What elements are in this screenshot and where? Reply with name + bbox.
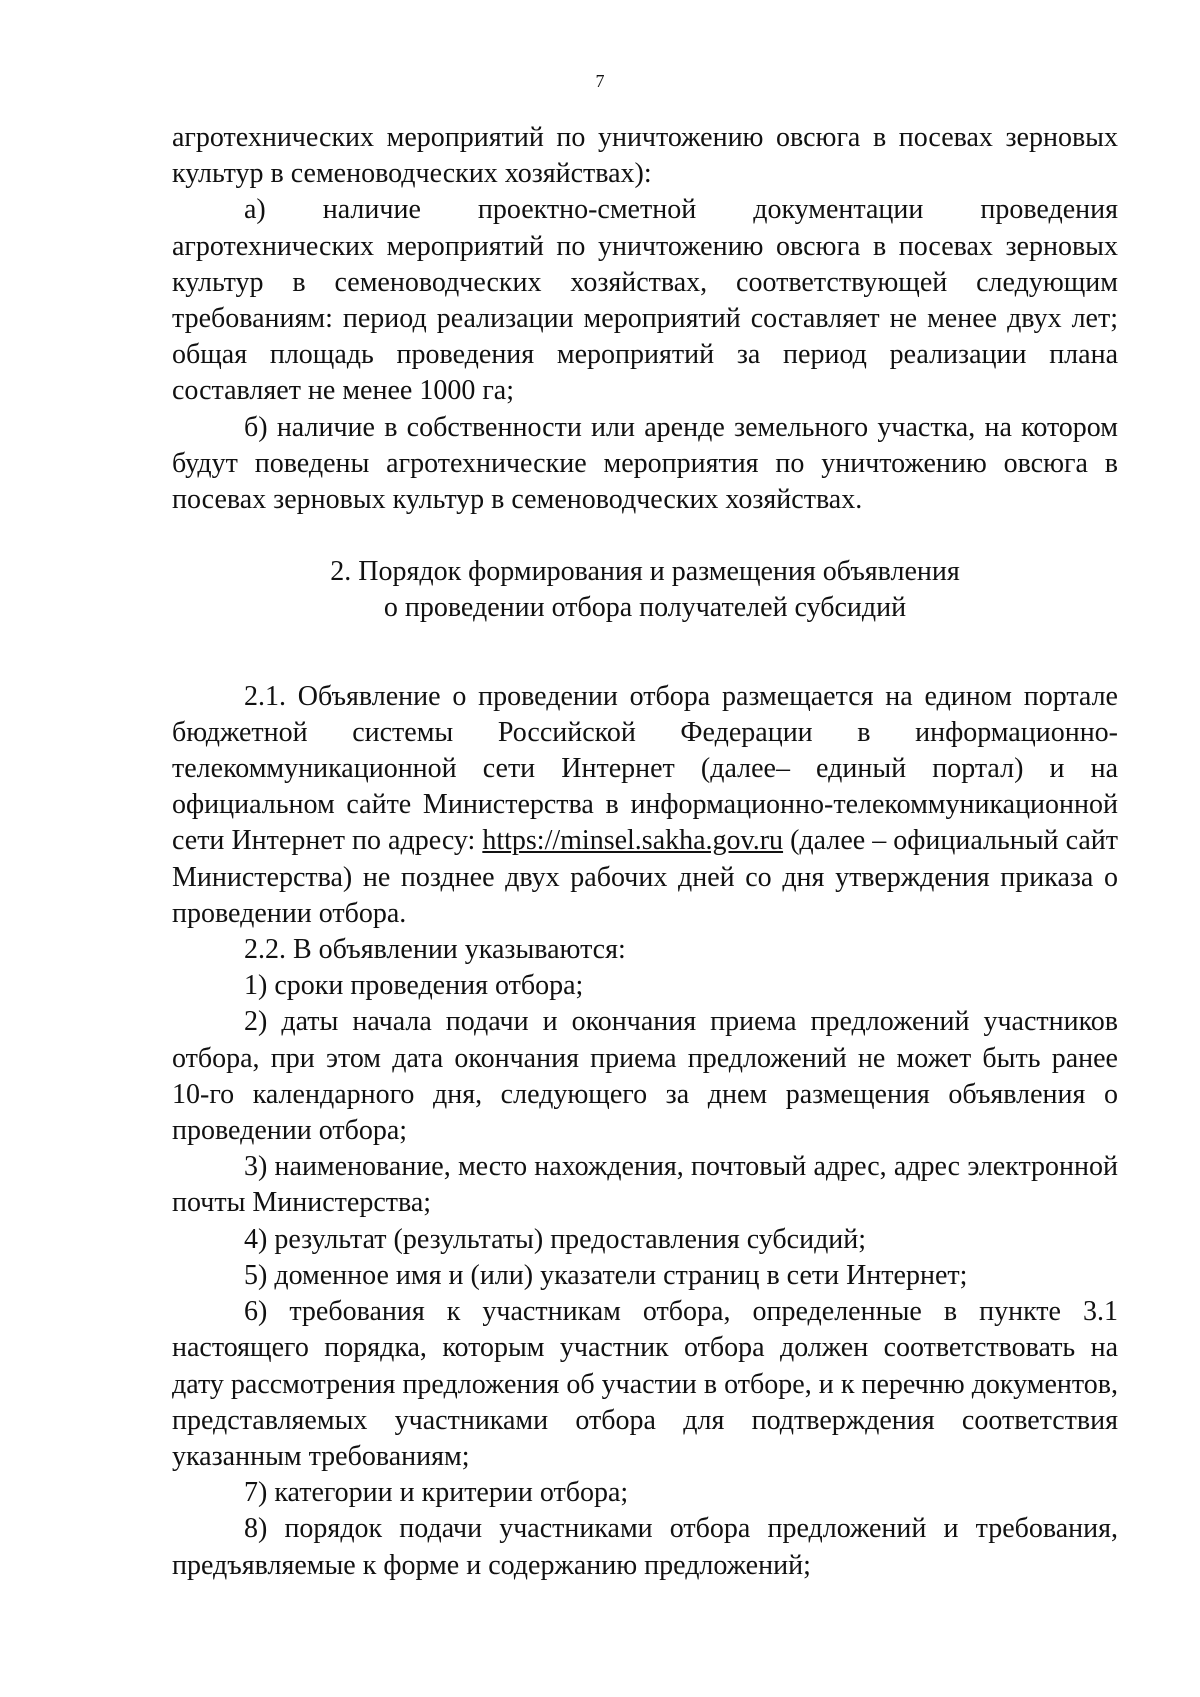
list-item-4: 4) результат (результаты) предоставления субсидий; [244,1223,867,1255]
clause-2-1-text-start: 2.1. Объявление о проведении отбора размещается на едином портале бюджетной системы Российской Федерации в информационно-телекоммуникационной сети Интернет (далее– единый портал) и на официальном сайте Министерства в информационно-телекоммуникационной сети Интернет по адресу: [172,680,1118,857]
section-title [172,554,1118,626]
paragraph-clause-2-2: 2.2. В объявлении указываются: [244,934,626,966]
clause-2-1-text-end: (далее – официальный сайт Министерства) не позднее двух рабочих дней со дня утверждения приказа о проведении отбора. [172,825,1118,929]
paragraph-item-a: а) наличие проектно-сметной документации проведения агротехнических мероприятий по уничтожению овсюга в посевах зерновых культур в семеноводческих хозяйствах, соответствующей следующим требованиям: период реализации мероприятий составляет не менее двух лет; общая площадь проведения мероприятий за период реализации плана составляет не менее 1000 га; [172,194,1118,407]
list-item-2: 2) даты начала подачи и окончания приема предложений участников отбора, при этом дата окончания приема предложений не может быть ранее 10-го календарного дня, следующего за днем размещения объявления о проведении отбора; [172,1006,1118,1147]
list-item-6: 6) требования к участникам отбора, определенные в пункте 3.1 настоящего порядка, которым участник отбора должен соответствовать на дату рассмотрения предложения об участии в отборе, и к перечню документов, представляемых участниками отбора для подтверждения соответствия указанным требованиям; [172,1296,1118,1472]
list-item-5: 5) доменное имя и (или) указатели страниц в сети Интернет; [244,1259,968,1291]
paragraph-item-b: б) наличие в собственности или аренде земельного участка, на котором будут поведены агротехнические мероприятия по уничтожению овсюга в посевах зерновых культур в семеноводческих хозяйствах. [172,411,1118,516]
list-item-8: 8) порядок подачи участниками отбора предложений и требования, предъявляемые к форме и содержанию предложений; [172,1513,1118,1581]
list-item-7: 7) категории и критерии отбора; [244,1477,629,1509]
ministry-website-link[interactable]: https://minsel.sakha.gov.ru [482,825,784,857]
section-title-line-1: 2. Порядок формирования и размещения объявления [330,556,960,588]
paragraph-clause-2-1 [172,679,1118,932]
list-item-3: 3) наименование, место нахождения, почтовый адрес, адрес электронной почты Министерства; [172,1151,1118,1219]
section-title-line-2: о проведении отбора получателей субсидий [383,592,907,624]
paragraph-continuation: агротехнических мероприятий по уничтожению овсюга в посевах зерновых культур в семеноводческих хозяйствах): [172,122,1118,190]
document-body [172,120,1118,1584]
list-item-1: 1) сроки проведения отбора; [244,970,584,1002]
page-number: 7 [595,71,605,91]
